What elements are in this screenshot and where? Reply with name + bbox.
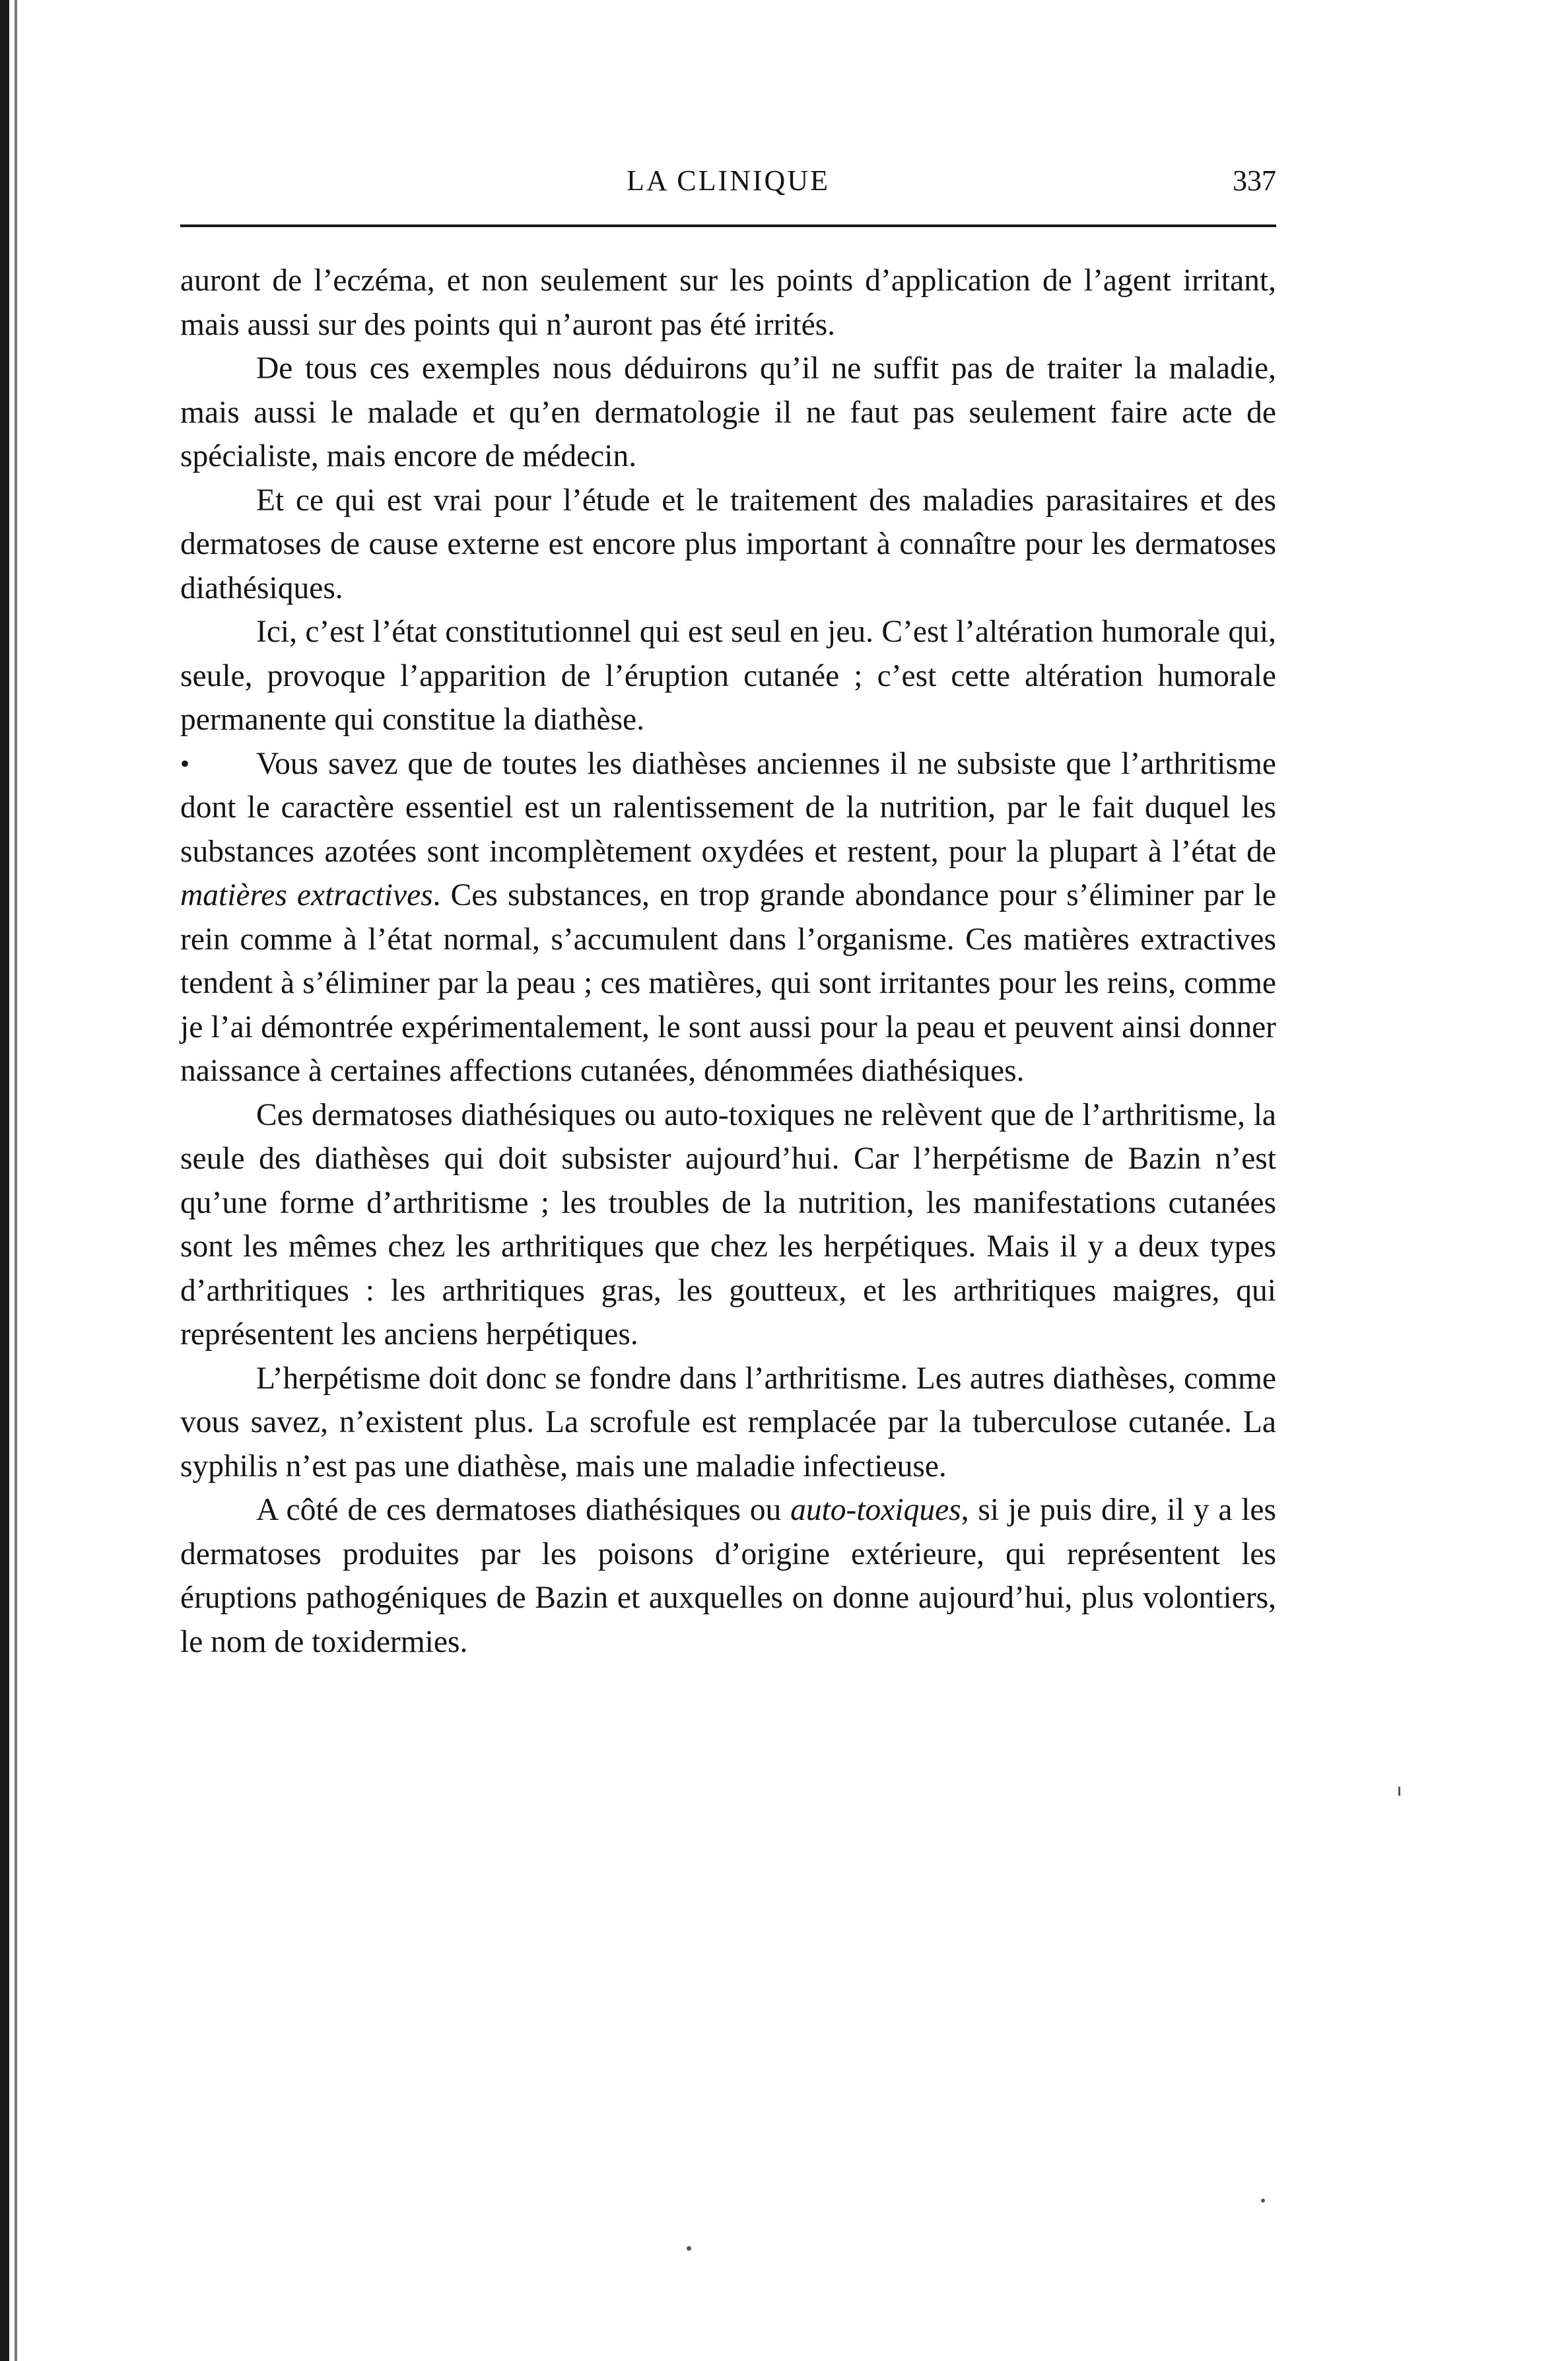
paragraph-5 <box>180 742 1276 1093</box>
page-number: 337 <box>1233 164 1276 197</box>
paragraph-2: De tous ces exemples nous déduirons qu’il ne suffit pas de traiter la maladie, mais aussi le malade et qu’en dermatologie il ne faut pas seulement faire acte de spécialiste, mais encore de médecin. <box>180 351 1276 473</box>
paragraph-8-italic: auto-toxiques <box>790 1493 961 1527</box>
margin-dot: • <box>180 748 190 778</box>
paragraph-8-before: A côté de ces dermatoses diathésiques ou <box>256 1493 791 1527</box>
page-header <box>180 164 1276 203</box>
paragraph-8 <box>180 1488 1276 1664</box>
header-rule <box>180 224 1276 227</box>
paragraph-1: auront de l’eczéma, et non seulement sur les points d’application de l’agent irritant, mais aussi sur des points qui n’auront pas été irrités. <box>180 263 1276 342</box>
paragraph-6: Ces dermatoses diathésiques ou auto-toxiques ne relèvent que de l’arthritisme, la seule des diathèses qui doit subsister aujourd’hui. Car l’herpétisme de Bazin n’est qu’une forme d’arthritisme ; les troubles de la nutrition, les manifestations cutanées sont les mêmes chez les arthritiques que chez les herpétiques. Mais il y a deux types d’arthritiques : les arthritiques gras, les goutteux, et les arthritiques maigres, qui représentent les anciens herpétiques. <box>180 1097 1276 1352</box>
paragraph-3: Et ce qui est vrai pour l’étude et le traitement des maladies parasitaires et des dermatoses de cause externe est encore plus important à connaître pour les dermatoses diathésiques. <box>180 483 1276 605</box>
binding-edge <box>0 0 9 2361</box>
paragraph-5-italic: matières extractives <box>180 878 433 912</box>
paragraph-5-after: . Ces substances, en trop grande abondance pour s’éliminer par le rein comme à l’état normal, s’accumulent dans l’organisme. Ces matières extractives tendent à s’éliminer par la peau ; ces matières, qui sont irritantes pour les reins, comme je l’ai démontrée expérimentalement, le sont aussi pour la peau et peuvent ainsi donner naissance à certaines affections cutanées, dénommées diathésiques. <box>180 878 1277 1088</box>
print-speck <box>687 2246 691 2251</box>
body-text <box>180 259 1276 1664</box>
running-title: LA CLINIQUE <box>627 164 830 197</box>
paragraph-4: Ici, c’est l’état constitutionnel qui est seul en jeu. C’est l’altération humorale qui, seule, provoque l’apparition de l’éruption cutanée ; c’est cette altération humorale permanente qui constitue la diathèse. <box>180 615 1276 737</box>
print-speck <box>1261 2199 1265 2203</box>
paragraph-8-after: , si je puis dire, il y a les dermatoses produites par les poisons d’origine extérieure, qui représentent les éruptions pathogéniques de Bazin et auxquelles on donne aujourd’hui, plus volontiers, le nom de toxidermies. <box>180 1493 1276 1659</box>
paragraph-7: L’herpétisme doit donc se fondre dans l’arthritisme. Les autres diathèses, comme vous savez, n’existent plus. La scrofule est remplacée par la tuberculose cutanée. La syphilis n’est pas une diathèse, mais une maladie infectieuse. <box>180 1361 1276 1484</box>
paragraph-5-before: Vous savez que de toutes les diathèses anciennes il ne subsiste que l’arthritisme dont le caractère essentiel est un ralentissement de la nutrition, par le fait duquel les substances azotées sont incomplètement oxydées et restent, pour la plupart à l’état de <box>180 746 1276 869</box>
binding-edge-shadow <box>15 0 17 2361</box>
print-speck <box>1398 1787 1400 1796</box>
